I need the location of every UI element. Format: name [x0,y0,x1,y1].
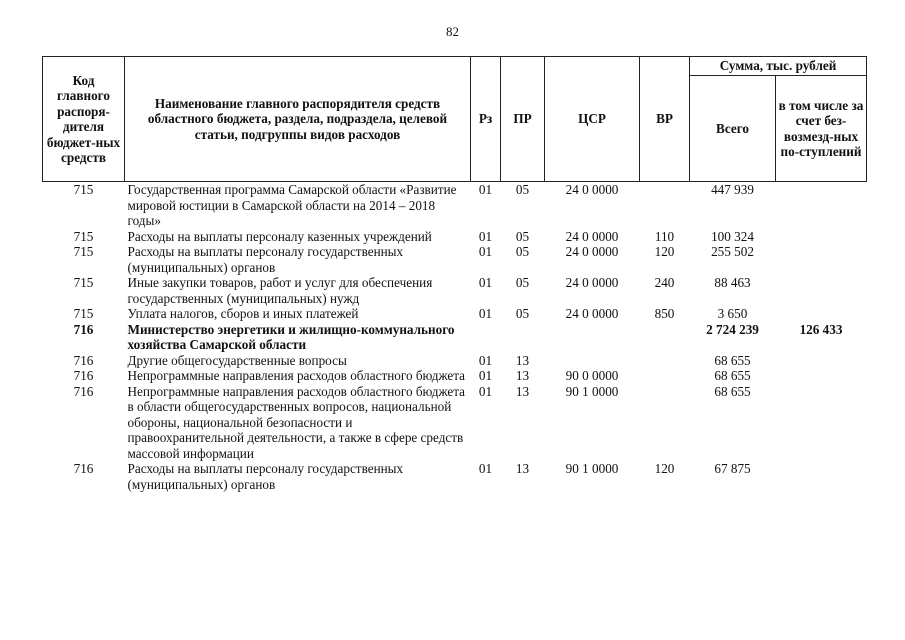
table-row [43,244,867,275]
table-row [43,322,867,353]
cell-name: Министерство энергетики и жилищно-коммунального хозяйства Самарской области [127,321,455,352]
cell-name: Другие общегосударственные вопросы [127,352,347,368]
cell-csr: 24 0 0000 [565,228,619,244]
cell-code: 716 [73,383,94,399]
cell-total: 100 324 [711,228,754,244]
cell-pr: 05 [515,228,530,244]
cell-rz: 01 [478,228,493,244]
cell-name: Расходы на выплаты персоналу государственных (муниципальных) органов [127,461,404,492]
cell-rz: 01 [478,352,493,368]
cell-free [776,306,867,322]
cell-vr [640,368,690,384]
cell-total: 2 724 239 [706,321,759,337]
budget-table [42,56,867,492]
cell-free [776,368,867,384]
cell-vr [640,353,690,369]
table-row [43,368,867,384]
cell-code: 715 [73,275,94,290]
cell-free [776,353,867,369]
cell-code: 716 [73,461,94,476]
cell-vr: 850 [654,306,675,321]
cell-csr: 24 0 0000 [565,306,619,321]
cell-rz: 01 [478,244,493,259]
cell-code: 715 [73,306,94,321]
cell-total: 68 655 [714,383,751,399]
cell-pr: 13 [515,368,530,383]
cell-total: 68 655 [714,352,751,368]
cell-name: Расходы на выплаты персоналу государственных (муниципальных) органов [127,244,404,275]
cell-csr [545,353,640,369]
header-rz: Рз [471,57,501,182]
cell-rz: 01 [478,461,493,476]
cell-csr: 90 1 0000 [565,383,619,399]
cell-rz: 01 [478,275,493,290]
cell-vr [640,384,690,462]
cell-code: 715 [73,182,94,197]
cell-total: 68 655 [714,368,751,383]
cell-pr: 13 [515,461,530,476]
cell-total: 88 463 [714,275,751,290]
cell-rz: 01 [478,368,493,383]
cell-code: 716 [73,321,94,337]
table-row [43,182,867,229]
table-row [43,275,867,306]
cell-csr: 24 0 0000 [565,244,619,259]
page-number: 82 [446,24,459,39]
cell-code: 716 [73,368,94,383]
cell-name: Непрограммные направления расходов областного бюджета в области общегосударственных вопросов, национальной обороны, национальной безопасности и правоохранительной деятельности, а также в сфере средств массовой информации [127,383,466,461]
header-pr: ПР [501,57,545,182]
cell-free [776,244,867,275]
cell-pr: 05 [515,306,530,321]
cell-free: 126 433 [799,321,843,337]
cell-csr [545,322,640,353]
cell-free [776,461,867,492]
cell-csr: 90 1 0000 [565,461,619,476]
cell-rz: 01 [478,306,493,321]
cell-code: 715 [73,244,94,259]
cell-csr: 90 0 0000 [565,368,619,383]
header-code: Код главного распоря-дителя бюджет-ных средств [43,57,125,182]
header-name: Наименование главного распорядителя средств областного бюджета, раздела, подраздела, целевой статьи, подгруппы видов расходов [125,57,471,182]
header-csr: ЦСР [545,57,640,182]
cell-csr: 24 0 0000 [565,275,619,290]
cell-total: 67 875 [714,461,751,476]
header-sum: Сумма, тыс. рублей [690,57,867,76]
cell-rz [471,322,501,353]
cell-pr: 13 [515,383,530,399]
table-body [43,182,867,493]
cell-pr [501,322,545,353]
cell-total: 255 502 [711,244,754,259]
table-row [43,461,867,492]
cell-rz: 01 [478,383,493,399]
header-vr: ВР [640,57,690,182]
table-row [43,353,867,369]
cell-name: Государственная программа Самарской области «Развитие мировой юстиции в Самарской области на 2014 – 2018 годы» [127,182,457,228]
cell-pr: 05 [515,244,530,259]
cell-name: Уплата налогов, сборов и иных платежей [127,306,359,321]
cell-vr [640,322,690,353]
header-total: Всего [690,76,776,182]
cell-vr: 240 [654,275,675,290]
cell-pr: 13 [515,352,530,368]
cell-code: 715 [73,228,94,244]
cell-name: Иные закупки товаров, работ и услуг для обеспечения государственных (муниципальных) нужд [127,275,433,306]
cell-pr: 05 [515,182,530,197]
cell-free [776,182,867,229]
cell-name: Непрограммные направления расходов областного бюджета [127,368,466,383]
cell-free [776,275,867,306]
cell-vr: 120 [654,461,675,476]
cell-rz: 01 [478,182,493,197]
cell-csr: 24 0 0000 [565,182,619,197]
cell-total: 447 939 [711,182,754,197]
cell-code: 716 [73,352,94,368]
cell-total: 3 650 [717,306,748,321]
header-incl: в том числе за счет без-возмезд-ных по-ступлений [776,76,867,182]
cell-pr: 05 [515,275,530,290]
table-row [43,306,867,322]
cell-free [776,229,867,245]
table-row [43,229,867,245]
cell-vr: 120 [654,244,675,259]
cell-vr: 110 [654,228,675,244]
cell-free [776,384,867,462]
cell-vr [640,182,690,229]
table-row [43,384,867,462]
cell-name: Расходы на выплаты персоналу казенных учреждений [127,228,432,244]
